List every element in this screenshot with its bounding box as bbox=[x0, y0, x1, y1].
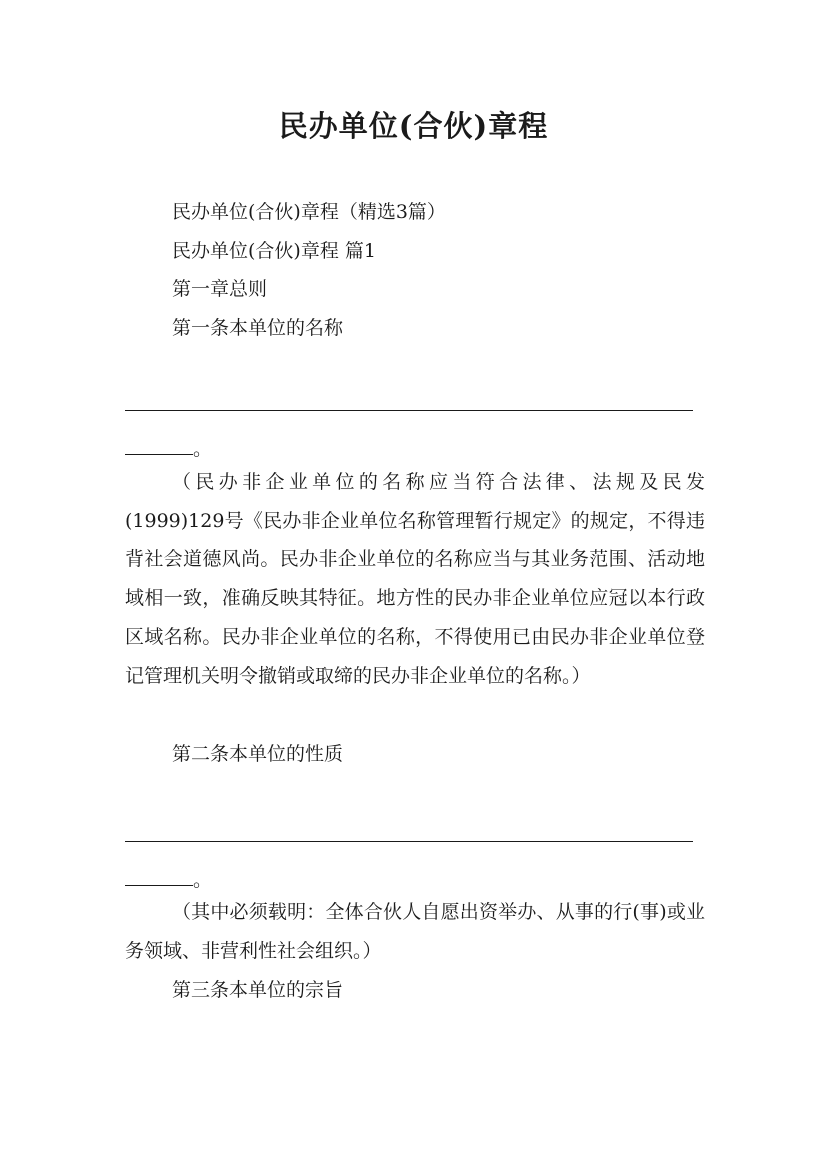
blank-underline bbox=[125, 885, 193, 886]
blank-period: 。 bbox=[193, 869, 213, 891]
document-title: 民办单位(合伙)章程 bbox=[278, 109, 549, 143]
article-2-heading: 第二条本单位的性质 bbox=[172, 743, 344, 765]
fill-in-blank-tail bbox=[125, 865, 212, 892]
article-1-note: （民办非企业单位的名称应当符合法律、法规及民发(1999)129号《民办非企业单位名称管理暂行规定》的规定，不得违背社会道德风尚。民办非企业单位的名称应当与其业务范围、活动地域相一致，准确反映其特征。地方性的民办非企业单位应冠以本行政区域名称。民办非企业单位的名称，不得使用已由民办非企业单位登记管理机关明令撤销或取缔的民办非企业单位的名称。） bbox=[125, 471, 705, 687]
blank-underline bbox=[125, 454, 193, 455]
fill-in-blank-line bbox=[125, 841, 693, 842]
subtitle-line: 民办单位(合伙)章程（精选3篇） bbox=[172, 201, 446, 223]
article-2-note: （其中必须载明：全体合伙人自愿出资举办、从事的行(事)或业务领域、非营利性社会组织。） bbox=[125, 901, 705, 962]
fill-in-blank-line bbox=[125, 410, 693, 411]
chapter-heading: 第一章总则 bbox=[172, 278, 268, 300]
article-3-heading: 第三条本单位的宗旨 bbox=[172, 979, 344, 1001]
part-line: 民办单位(合伙)章程 篇1 bbox=[172, 240, 376, 262]
article-1-heading: 第一条本单位的名称 bbox=[172, 317, 344, 339]
fill-in-blank-tail bbox=[125, 434, 212, 461]
blank-period: 。 bbox=[193, 438, 213, 460]
